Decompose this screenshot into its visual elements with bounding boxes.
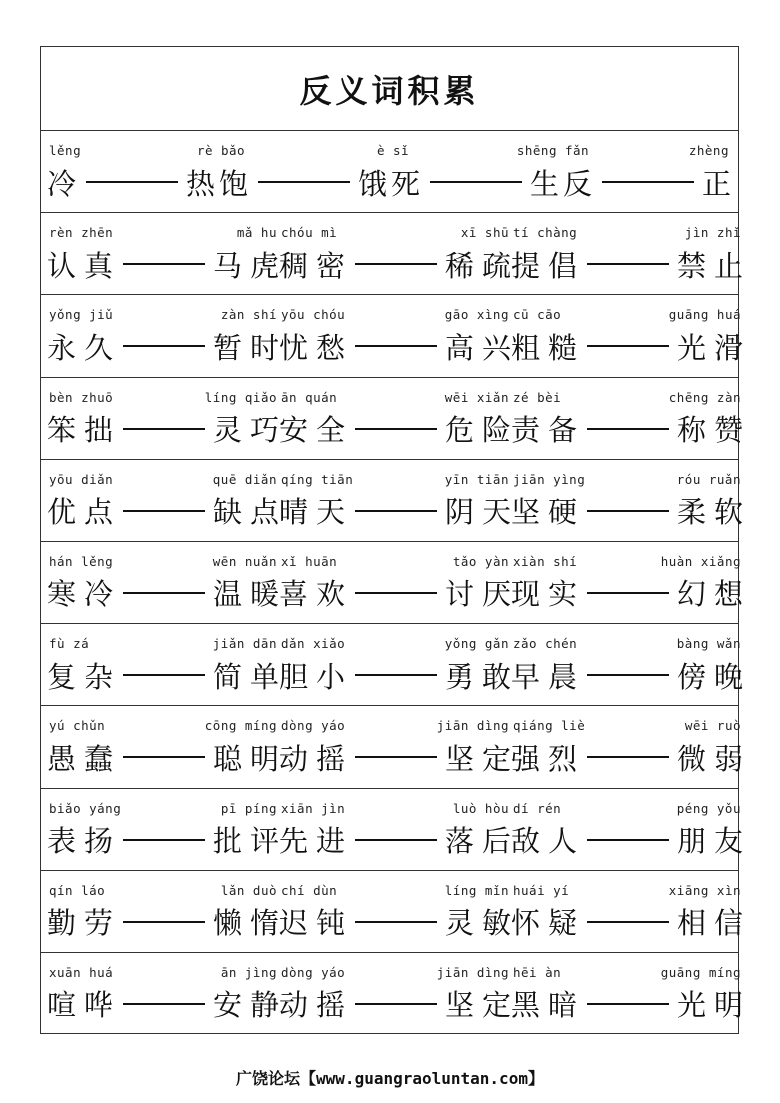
- word-line: [279, 572, 519, 614]
- dash-separator: [258, 181, 350, 183]
- word-right: 缺点: [212, 495, 287, 530]
- word-line: [279, 654, 519, 696]
- antonym-pair: [511, 789, 751, 870]
- antonym-table: [41, 131, 751, 1035]
- word-left: 提倡: [511, 248, 586, 283]
- table-row: [41, 706, 751, 788]
- pinyin-right: gāo xìng: [444, 307, 509, 323]
- antonym-pair: [279, 213, 519, 294]
- pinyin-left: sǐ: [393, 143, 410, 158]
- pinyin-left: xiàn shí: [513, 553, 578, 569]
- pinyin-right: quē diǎn: [212, 471, 277, 487]
- dash-separator: [355, 592, 437, 594]
- word-right: 灵巧: [212, 413, 287, 448]
- antonym-pair: [47, 871, 287, 952]
- pinyin-right: mǎ hu: [236, 225, 277, 241]
- pinyin-left: fù zá: [49, 636, 90, 652]
- pinyin-left: yōu chóu: [281, 307, 346, 323]
- word-line: [511, 243, 751, 285]
- word-left: 永久: [47, 330, 122, 365]
- dash-separator: [355, 263, 437, 265]
- word-right: 相信: [676, 906, 751, 941]
- antonym-pair: [219, 131, 395, 212]
- antonym-pair: [47, 542, 287, 623]
- antonym-pair: [279, 953, 519, 1035]
- word-line: [511, 901, 751, 943]
- antonym-pair: [511, 624, 751, 705]
- word-line: [511, 490, 751, 532]
- pinyin-left: qiáng liè: [513, 718, 586, 734]
- dash-separator: [587, 510, 669, 512]
- word-line: [511, 325, 751, 367]
- word-line: [279, 243, 519, 285]
- word-line: [391, 161, 567, 203]
- pinyin-right: wēn nuǎn: [212, 553, 277, 569]
- table-row: [41, 624, 751, 706]
- word-right: 光明: [676, 988, 751, 1023]
- dash-separator: [602, 181, 694, 183]
- word-left: 责备: [511, 413, 586, 448]
- antonym-pair: [47, 789, 287, 870]
- word-left: 现实: [511, 577, 586, 612]
- dash-separator: [355, 839, 437, 841]
- word-left: 愚蠢: [47, 741, 122, 776]
- pinyin-left: hán lěng: [49, 553, 114, 569]
- word-left: 安全: [279, 413, 354, 448]
- word-right: 讨厌: [444, 577, 519, 612]
- dash-separator: [123, 592, 205, 594]
- word-right: 马虎: [212, 248, 287, 283]
- dash-separator: [355, 1003, 437, 1005]
- pinyin-right: huàn xiǎng: [660, 553, 741, 569]
- word-left: 冷: [47, 166, 85, 201]
- dash-separator: [587, 921, 669, 923]
- word-line: [47, 490, 287, 532]
- antonym-pair: [47, 460, 287, 541]
- pinyin-right: líng qiǎo: [204, 389, 277, 405]
- word-right: 光滑: [676, 330, 751, 365]
- dash-separator: [355, 921, 437, 923]
- table-row: [41, 295, 751, 377]
- table-row: [41, 542, 751, 624]
- word-line: [219, 161, 395, 203]
- word-line: [47, 243, 287, 285]
- word-right: 饿: [357, 166, 395, 201]
- word-right: 幻想: [676, 577, 751, 612]
- pinyin-left: dòng yáo: [281, 964, 346, 980]
- word-right: 热: [185, 166, 223, 201]
- table-row: [41, 378, 751, 460]
- table-row: [41, 953, 751, 1035]
- word-right: 暂时: [212, 330, 287, 365]
- pinyin-right: tǎo yàn: [452, 553, 509, 569]
- word-right: 微弱: [676, 741, 751, 776]
- worksheet: [40, 46, 751, 1034]
- word-left: 喜欢: [279, 577, 354, 612]
- word-right: 称赞: [676, 413, 751, 448]
- dash-separator: [587, 674, 669, 676]
- word-right: 落后: [444, 824, 519, 858]
- word-left: 粗糙: [511, 330, 586, 365]
- pinyin-right: yīn tiān: [444, 471, 509, 487]
- dash-separator: [355, 428, 437, 430]
- dash-separator: [123, 510, 205, 512]
- word-line: [511, 983, 751, 1025]
- word-left: 迟钝: [279, 906, 354, 941]
- word-left: 黑暗: [511, 988, 586, 1023]
- antonym-pair: [511, 460, 751, 541]
- pinyin-left: dí rén: [513, 800, 562, 816]
- dash-separator: [123, 674, 205, 676]
- word-left: 动摇: [279, 741, 354, 776]
- antonym-pair: [47, 131, 223, 212]
- pinyin-right: líng mǐn: [444, 882, 509, 898]
- pinyin-left: jiān yìng: [513, 471, 586, 487]
- antonym-pair: [279, 378, 519, 459]
- dash-separator: [355, 510, 437, 512]
- pinyin-left: yú chǔn: [49, 718, 106, 734]
- word-line: [279, 490, 519, 532]
- antonym-pair: [279, 871, 519, 952]
- pinyin-left: qíng tiān: [281, 471, 354, 487]
- antonym-pair: [511, 378, 751, 459]
- pinyin-right: jiǎn dān: [212, 636, 277, 652]
- antonym-pair: [47, 295, 287, 376]
- pinyin-left: zé bèi: [513, 389, 562, 405]
- pinyin-left: xiān jìn: [281, 800, 346, 816]
- pinyin-right: xiāng xìn: [668, 882, 741, 898]
- pinyin-right: bàng wǎn: [676, 636, 741, 652]
- pinyin-right: yǒng gǎn: [444, 636, 509, 652]
- word-left: 优点: [47, 495, 122, 530]
- word-right: 勇敢: [444, 659, 519, 694]
- table-row: [41, 213, 751, 295]
- pinyin-right: guāng huá: [668, 307, 741, 323]
- word-left: 勤劳: [47, 906, 122, 941]
- word-right: 正: [701, 166, 739, 201]
- pinyin-left: yǒng jiǔ: [49, 307, 114, 323]
- word-line: [511, 572, 751, 614]
- pinyin-left: bèn zhuō: [49, 389, 114, 405]
- pinyin-left: huái yí: [513, 882, 570, 898]
- word-line: [47, 161, 223, 203]
- antonym-pair: [279, 706, 519, 787]
- antonym-pair: [279, 624, 519, 705]
- pinyin-right: jiān dìng: [436, 964, 509, 980]
- dash-separator: [355, 756, 437, 758]
- word-line: [47, 654, 287, 696]
- pinyin-right: è: [376, 143, 385, 158]
- word-left: 早晨: [511, 659, 586, 694]
- pinyin-left: chí dùn: [281, 882, 338, 898]
- table-row: [41, 460, 751, 542]
- antonym-pair: [511, 542, 751, 623]
- word-line: [279, 983, 519, 1025]
- antonym-pair: [563, 131, 739, 212]
- dash-separator: [587, 756, 669, 758]
- word-left: 胆小: [279, 659, 354, 694]
- word-left: 饱: [219, 166, 257, 201]
- pinyin-right: luò hòu: [452, 800, 509, 816]
- footer-url[interactable]: 【www.guangraoluntan.com】: [300, 1069, 544, 1088]
- word-line: [279, 736, 519, 778]
- antonym-pair: [47, 213, 287, 294]
- dash-separator: [123, 756, 205, 758]
- dash-separator: [355, 674, 437, 676]
- pinyin-left: bǎo: [221, 143, 246, 158]
- pinyin-right: ān jìng: [220, 964, 277, 980]
- antonym-pair: [511, 953, 751, 1035]
- word-right: 坚定: [444, 988, 519, 1023]
- antonym-pair: [279, 789, 519, 870]
- word-right: 安静: [212, 988, 287, 1023]
- pinyin-left: xǐ huān: [281, 553, 338, 569]
- pinyin-right: péng yǒu: [676, 800, 741, 816]
- pinyin-left: rèn zhēn: [49, 225, 114, 241]
- dash-separator: [355, 345, 437, 347]
- word-right: 阴天: [444, 495, 519, 530]
- word-left: 笨拙: [47, 413, 122, 448]
- word-left: 反: [563, 166, 601, 201]
- antonym-pair: [511, 871, 751, 952]
- pinyin-right: jìn zhǐ: [684, 225, 741, 241]
- word-line: [47, 325, 287, 367]
- word-left: 忧愁: [279, 330, 354, 365]
- word-right: 批评: [212, 824, 287, 858]
- word-left: 敌人: [511, 824, 586, 858]
- pinyin-left: tí chàng: [513, 225, 578, 241]
- word-right: 温暖: [212, 577, 287, 612]
- pinyin-right: chēng zàn: [668, 389, 741, 405]
- word-left: 怀疑: [511, 906, 586, 941]
- pinyin-left: chóu mì: [281, 225, 338, 241]
- word-line: [563, 161, 739, 203]
- pinyin-right: lǎn duò: [220, 882, 277, 898]
- pinyin-left: cū cāo: [513, 307, 562, 323]
- pinyin-left: zǎo chén: [513, 636, 578, 652]
- pinyin-right: cōng míng: [204, 718, 277, 734]
- dash-separator: [123, 428, 205, 430]
- word-left: 死: [391, 166, 429, 201]
- antonym-pair: [511, 706, 751, 787]
- word-left: 认真: [47, 248, 122, 283]
- antonym-pair: [279, 295, 519, 376]
- antonym-pair: [47, 624, 287, 705]
- page-title: 反义词积累: [41, 47, 738, 131]
- word-line: [511, 736, 751, 778]
- word-line: [279, 325, 519, 367]
- word-line: [511, 408, 751, 450]
- pinyin-left: yōu diǎn: [49, 471, 114, 487]
- table-row: [41, 871, 751, 953]
- pinyin-right: rè: [196, 143, 213, 158]
- dash-separator: [587, 592, 669, 594]
- word-right: 危险: [444, 413, 519, 448]
- dash-separator: [123, 263, 205, 265]
- word-line: [47, 819, 287, 861]
- word-left: 先进: [279, 824, 354, 858]
- pinyin-left: fǎn: [565, 143, 590, 158]
- table-row: [41, 789, 751, 871]
- word-right: 高兴: [444, 330, 519, 365]
- word-line: [511, 654, 751, 696]
- dash-separator: [587, 345, 669, 347]
- dash-separator: [587, 428, 669, 430]
- word-right: 坚定: [444, 741, 519, 776]
- table-row: [41, 131, 738, 213]
- word-right: 灵敏: [444, 906, 519, 941]
- word-line: [47, 408, 287, 450]
- word-left: 强烈: [511, 741, 586, 776]
- word-line: [279, 819, 519, 861]
- word-left: 喧哗: [47, 988, 122, 1023]
- dash-separator: [123, 1003, 205, 1005]
- dash-separator: [587, 839, 669, 841]
- pinyin-left: hēi àn: [513, 964, 562, 980]
- pinyin-right: wēi ruò: [684, 718, 741, 734]
- pinyin-right: wēi xiǎn: [444, 389, 509, 405]
- pinyin-right: xī shū: [460, 225, 509, 241]
- antonym-pair: [279, 460, 519, 541]
- antonym-pair: [47, 953, 287, 1035]
- word-line: [511, 819, 751, 861]
- word-line: [279, 408, 519, 450]
- antonym-pair: [511, 213, 751, 294]
- word-right: 聪明: [212, 741, 287, 776]
- pinyin-right: pī píng: [220, 800, 277, 816]
- pinyin-right: zàn shí: [220, 307, 277, 323]
- word-line: [47, 572, 287, 614]
- dash-separator: [123, 839, 205, 841]
- word-line: [47, 901, 287, 943]
- dash-separator: [123, 921, 205, 923]
- pinyin-left: dǎn xiǎo: [281, 636, 346, 652]
- word-left: 动摇: [279, 988, 354, 1023]
- antonym-pair: [47, 378, 287, 459]
- word-right: 生: [529, 166, 567, 201]
- word-right: 简单: [212, 659, 287, 694]
- word-right: 傍晚: [676, 659, 751, 694]
- pinyin-right: guāng míng: [660, 964, 741, 980]
- word-left: 坚硬: [511, 495, 586, 530]
- word-right: 稀疏: [444, 248, 519, 283]
- word-line: [279, 901, 519, 943]
- dash-separator: [430, 181, 522, 183]
- pinyin-right: jiān dìng: [436, 718, 509, 734]
- pinyin-left: xuān huá: [49, 964, 114, 980]
- pinyin-right: róu ruǎn: [676, 471, 741, 487]
- antonym-pair: [47, 706, 287, 787]
- dash-separator: [86, 181, 178, 183]
- word-right: 禁止: [676, 248, 751, 283]
- word-right: 朋友: [676, 824, 751, 858]
- pinyin-left: biǎo yáng: [49, 800, 122, 816]
- antonym-pair: [391, 131, 567, 212]
- word-left: 寒冷: [47, 577, 122, 612]
- pinyin-left: ān quán: [281, 389, 338, 405]
- dash-separator: [587, 263, 669, 265]
- footer: [0, 1066, 780, 1089]
- word-left: 表扬: [47, 824, 122, 858]
- word-line: [47, 736, 287, 778]
- pinyin-left: qín láo: [49, 882, 106, 898]
- word-left: 复杂: [47, 659, 122, 694]
- dash-separator: [587, 1003, 669, 1005]
- pinyin-left: dòng yáo: [281, 718, 346, 734]
- antonym-pair: [511, 295, 751, 376]
- pinyin-left: lěng: [49, 143, 82, 158]
- word-left: 稠密: [279, 248, 354, 283]
- antonym-pair: [279, 542, 519, 623]
- dash-separator: [123, 345, 205, 347]
- pinyin-right: zhèng: [688, 143, 729, 158]
- word-right: 柔软: [676, 495, 751, 530]
- word-left: 晴天: [279, 495, 354, 530]
- word-line: [47, 983, 287, 1025]
- footer-site: 广饶论坛: [236, 1069, 301, 1088]
- pinyin-right: shēng: [516, 143, 557, 158]
- word-right: 懒惰: [212, 906, 287, 941]
